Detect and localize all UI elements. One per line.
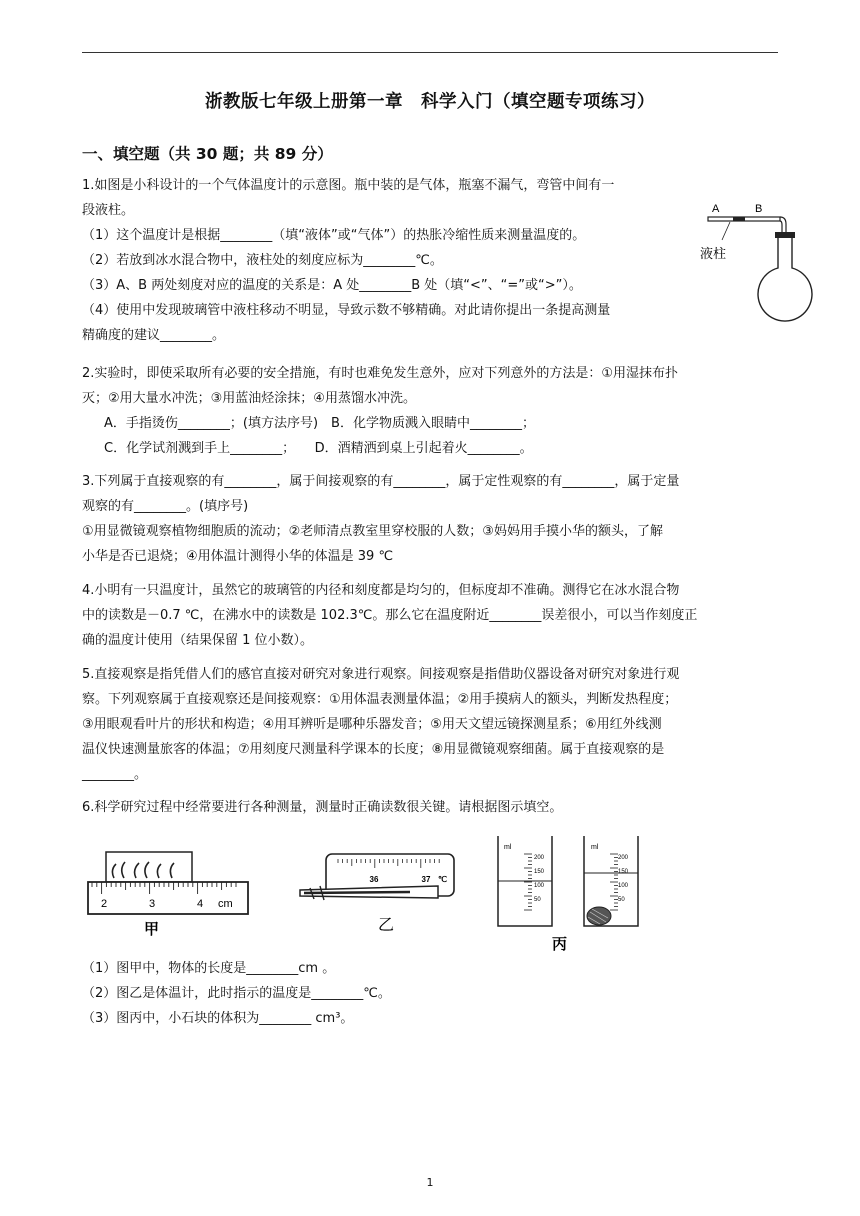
q1-sub-2: （2）若放到冰水混合物中，液柱处的刻度应标为________℃。 — [82, 253, 443, 268]
question-6-parts — [82, 956, 778, 1031]
ruler-tick-2: 2 — [100, 898, 108, 910]
q1-sub-4: （4）使用中发现玻璃管中液柱移动不明显，导致示数不够精确。对此请你提出一条提高测量 — [82, 303, 611, 318]
cylinder-right — [584, 836, 638, 926]
q1-sub-4-cont: 精确度的建议________。 — [82, 328, 226, 343]
caption-jia: 甲 — [144, 921, 160, 938]
caption-yi: 乙 — [378, 917, 395, 934]
label-b: B — [755, 203, 763, 215]
liquid-column — [733, 217, 745, 221]
q5-line: ________。 — [82, 767, 148, 782]
q5-line: ③用眼观看叶片的形状和构造；④用耳辨听是哪种乐器发音；⑤用天文望远镜探测星系；⑥用红外线测 — [82, 717, 662, 732]
q1-line: 1.如图是小科设计的一个气体温度计的示意图。瓶中装的是气体，瓶塞不漏气，弯管中间有一 — [82, 178, 615, 193]
ruler-tick-4: 4 — [196, 898, 204, 910]
q5-line: 察。下列观察属于直接观察还是间接观察：①用体温表测量体温；②用手摸病人的额头，判断发热程度； — [82, 692, 678, 707]
question-2 — [82, 361, 778, 461]
question-3 — [82, 469, 778, 569]
q1-sub-1: （1）这个温度计是根据________（填“液体”或“气体”）的热胀冷缩性质来测量温度的。 — [82, 228, 586, 243]
q3-line: 3.下列属于直接观察的有________，属于间接观察的有________，属于定性观察的有________，属于定量 — [82, 474, 680, 489]
q6-sub-3: （3）图丙中，小石块的体积为________ cm³。 — [82, 1011, 354, 1026]
q1-line: 段液柱。 — [82, 203, 135, 218]
ruler-figure — [84, 848, 254, 938]
q3-items: ①用显微镜观察植物细胞质的流动；②老师清点教室里穿校服的人数；③妈妈用手摸小华的额头，了解 — [82, 524, 663, 539]
question-5 — [82, 662, 778, 787]
q2-options-cd: C．化学试剂溅到手上________； D．酒精洒到桌上引起着火________。 — [104, 441, 533, 456]
question-4 — [82, 578, 778, 653]
q1-sub-3: （3）A、B 两处刻度对应的温度的关系是：A 处________B 处（填“<”、“=”或“>”）。 — [82, 278, 582, 293]
cyl-right-200: 200 — [618, 855, 629, 861]
cyl-left-unit: ml — [504, 844, 512, 851]
q3-line: 观察的有________。(填序号) — [82, 499, 249, 514]
label-a: A — [712, 203, 720, 215]
cyl-right-unit: ml — [591, 844, 599, 851]
question-1 — [82, 173, 702, 348]
thermo-unit: ℃ — [438, 875, 447, 884]
q3-items-cont: 小华是否已退烧；④用体温计测得小华的体温是 39 ℃ — [82, 549, 394, 564]
q5-line: 温仪快速测量旅客的体温；⑦用刻度尺测量科学课本的长度；⑧用显微镜观察细菌。属于直接观察的是 — [82, 742, 665, 757]
cyl-left-200: 200 — [534, 855, 545, 861]
cyl-right-150: 150 — [618, 869, 629, 875]
clinical-thermometer-figure — [298, 852, 458, 936]
page-number: 1 — [426, 1176, 434, 1189]
label-liquid: 液柱 — [700, 246, 727, 261]
ruler-unit: cm — [218, 898, 233, 910]
q4-line: 中的读数是－0.7 ℃，在沸水中的读数是 102.3℃。那么它在温度附近________误差很小，可以当作刻度正 — [82, 608, 698, 623]
cyl-left-50: 50 — [534, 897, 541, 903]
gas-thermometer-figure — [700, 198, 800, 333]
stopper — [775, 232, 795, 238]
cyl-right-50: 50 — [618, 897, 625, 903]
cyl-left-150: 150 — [534, 869, 545, 875]
header-rule — [82, 52, 778, 53]
stone — [587, 907, 611, 925]
q6-sub-2: （2）图乙是体温计，此时指示的温度是________℃。 — [82, 986, 391, 1001]
q2-options-ab: A．手指烫伤________；(填方法序号) B．化学物质溅入眼睛中________； — [104, 416, 535, 431]
thermo-mark-37: 37 — [421, 875, 431, 884]
section-heading: 一、填空题（共 30 题；共 89 分） — [82, 145, 333, 163]
cyl-left-100: 100 — [534, 883, 545, 889]
thermo-mark-36: 36 — [369, 875, 379, 884]
graduated-cylinders-figure — [488, 832, 648, 954]
q6-line: 6.科学研究过程中经常要进行各种测量，测量时正确读数很关键。请根据图示填空。 — [82, 800, 563, 815]
q4-line: 确的温度计使用（结果保留 1 位小数）。 — [82, 633, 314, 648]
caption-bing: 丙 — [552, 936, 568, 953]
cylinder-left — [498, 836, 552, 926]
ruler-tick-3: 3 — [148, 898, 156, 910]
cyl-right-100: 100 — [618, 883, 629, 889]
q5-line: 5.直接观察是指凭借人们的感官直接对研究对象进行观察。间接观察是指借助仪器设备对研究对象进行观 — [82, 667, 680, 682]
q2-line: 2.实验时，即使采取所有必要的安全措施，有时也难免发生意外，应对下列意外的方法是：①用湿抹布扑 — [82, 366, 679, 381]
q2-line: 灭；②用大量水冲洗；③用蓝油烃涂抹；④用蒸馏水冲洗。 — [82, 391, 416, 406]
question-6 — [82, 795, 778, 820]
q4-line: 4.小明有一只温度计，虽然它的玻璃管的内径和刻度都是均匀的，但标度却不准确。测得它在冰水混合物 — [82, 583, 680, 598]
document-title: 浙教版七年级上册第一章 科学入门（填空题专项练习） — [205, 92, 655, 112]
q6-sub-1: （1）图甲中，物体的长度是________cm 。 — [82, 961, 336, 976]
